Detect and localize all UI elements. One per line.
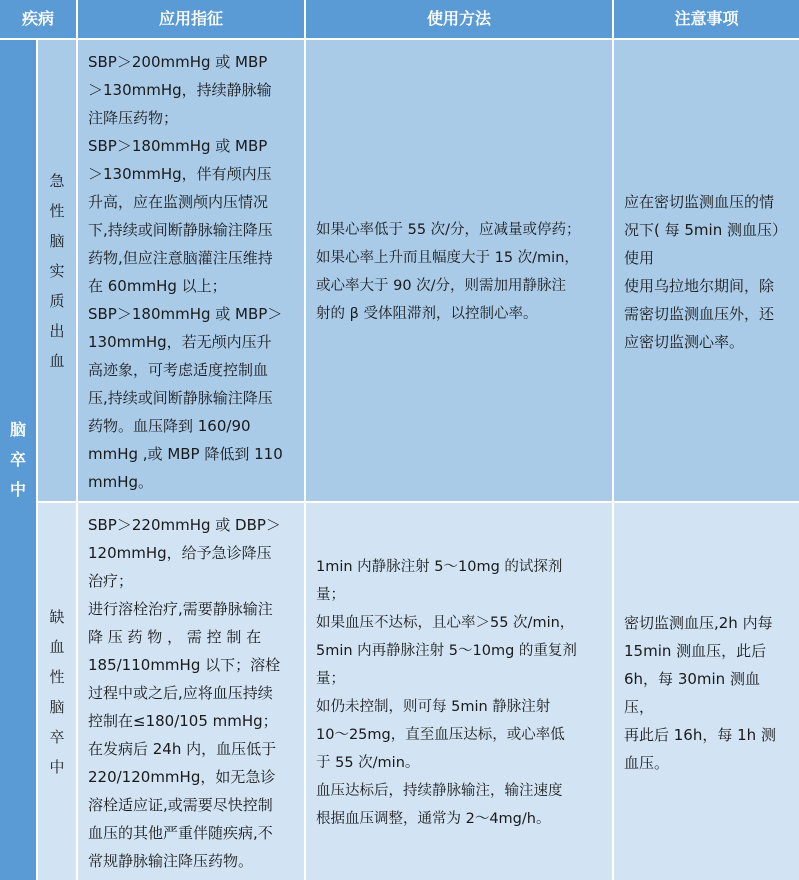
text-line: mmHg。 xyxy=(88,473,154,491)
text-line: 高迹象，可考虑适度控制血 xyxy=(88,361,269,379)
text-line: 血压达标后，持续静脉输注，输注速度 xyxy=(316,782,563,799)
type-char: 性 xyxy=(49,667,65,686)
group-char: 卒 xyxy=(9,450,26,469)
indication-cell-ischemic xyxy=(78,503,304,880)
text-line: 射的 β 受体阻滞剂，以控制心率。 xyxy=(316,305,538,322)
header-indication: 应用指征 xyxy=(78,0,304,38)
text-line: 应密切监测心率。 xyxy=(624,332,745,351)
type-char: 中 xyxy=(49,757,65,776)
text-line: 如果心率低于 55 次/分，应减量或停药； xyxy=(316,221,581,238)
text-line: SBP＞200mmHg 或 MBP xyxy=(88,53,268,71)
notes-cell-ischemic xyxy=(614,503,799,880)
text-line: 过程中或之后,应将血压持续 xyxy=(88,684,273,702)
text-line: 再此后 16h，每 1h 测 xyxy=(624,725,776,744)
text-line: 如果心率上升而且幅度大于 15 次/min， xyxy=(316,249,579,266)
group-stroke xyxy=(0,40,36,880)
notes-cell-hemorrhage xyxy=(614,40,799,501)
text-line: 130mmHg，若无颅内压升 xyxy=(88,333,272,351)
text-line: 根据血压调整，通常为 2～4mg/h。 xyxy=(316,810,551,827)
text-line: 况下( 每 5min 测血压） xyxy=(624,220,787,239)
usage-cell-ischemic xyxy=(306,503,612,880)
text-line: 6h，每 30min 测血压， xyxy=(624,669,760,716)
type-char: 实 xyxy=(49,261,65,280)
type-char: 性 xyxy=(49,201,65,220)
type-char: 血 xyxy=(49,637,65,656)
text-line: 升高，应在监测颅内压情况 xyxy=(88,193,269,211)
text-line: mmHg ,或 MBP 降低到 110 xyxy=(88,445,283,463)
type-char: 急 xyxy=(49,171,65,190)
text-line: 注降压药物； xyxy=(88,109,179,127)
text-line: 1min 内静脉注射 5～10mg 的试探剂 xyxy=(316,558,563,575)
usage-cell-hemorrhage xyxy=(306,40,612,501)
text-line: 需密切监测血压外，还 xyxy=(624,304,775,323)
type-char: 卒 xyxy=(49,727,65,746)
text-line: 量； xyxy=(316,586,345,603)
text-line: 或心率大于 90 次/分，则需加用静脉注 xyxy=(316,277,567,294)
group-char: 脑 xyxy=(9,420,26,439)
text-line: SBP＞220mmHg 或 DBP＞ xyxy=(88,516,281,534)
text-line: 220/120mmHg，如无急诊 xyxy=(88,768,276,786)
text-line: 药物。血压降到 160/90 xyxy=(88,417,251,435)
row-type-hemorrhage xyxy=(38,40,76,501)
text-line: 进行溶栓治疗,需要静脉输注 xyxy=(88,600,273,618)
text-line: 10～25mg，直至血压达标，或心率低 xyxy=(316,726,565,743)
text-line: 量； xyxy=(316,670,345,687)
text-line: 降 压 药 物 ， 需 控 制 在 xyxy=(88,628,262,646)
indication-cell-hemorrhage xyxy=(78,40,304,501)
text-line: 使用乌拉地尔期间，除 xyxy=(624,276,775,295)
text-line: 15min 测血压，此后 xyxy=(624,641,767,660)
type-char: 质 xyxy=(49,291,65,310)
text-line: 控制在≤180/105 mmHg； xyxy=(88,712,278,730)
text-line: ＞130mmHg，持续静脉输 xyxy=(88,81,272,99)
type-char: 缺 xyxy=(49,607,65,626)
group-char: 中 xyxy=(9,480,26,499)
text-line: 于 55 次/min。 xyxy=(316,754,420,771)
text-line: 血压的其他严重伴随疾病,不 xyxy=(88,824,273,842)
text-line: 在 60mmHg 以上； xyxy=(88,277,227,295)
text-line: SBP＞180mmHg 或 MBP xyxy=(88,137,268,155)
type-char: 脑 xyxy=(49,231,65,250)
text-line: 常规静脉输注降压药物。 xyxy=(88,852,254,870)
text-line: 血压。 xyxy=(624,753,670,772)
text-line: 使用 xyxy=(624,248,655,267)
type-char: 血 xyxy=(49,351,65,370)
text-line: 5min 内再静脉注射 5～10mg 的重复剂 xyxy=(316,642,577,659)
text-line: 185/110mmHg 以下；溶栓 xyxy=(88,656,281,674)
header-notes: 注意事项 xyxy=(614,0,799,38)
text-line: 治疗； xyxy=(88,572,134,590)
text-line: 如仍未控制，则可每 5min 静脉注射 xyxy=(316,698,551,715)
text-line: ＞130mmHg，伴有颅内压 xyxy=(88,165,272,183)
type-char: 出 xyxy=(49,321,65,340)
header-usage: 使用方法 xyxy=(306,0,612,38)
type-char: 脑 xyxy=(49,697,65,716)
text-line: 应在密切监测血压的情 xyxy=(624,192,775,211)
text-line: 密切监测血压,2h 内每 xyxy=(624,613,773,632)
header-disease: 疾病 xyxy=(0,0,76,38)
text-line: 药物,但应注意脑灌注压维持 xyxy=(88,249,273,267)
text-line: 下,持续或间断静脉输注降压 xyxy=(88,221,273,239)
text-line: SBP＞180mmHg 或 MBP＞ xyxy=(88,305,283,323)
text-line: 压,持续或间断静脉输注降压 xyxy=(88,389,273,407)
text-line: 溶栓适应证,或需要尽快控制 xyxy=(88,796,273,814)
text-line: 在发病后 24h 内，血压低于 xyxy=(88,740,277,758)
text-line: 如果血压不达标，且心率＞55 次/min， xyxy=(316,614,575,631)
row-type-ischemic xyxy=(38,503,76,880)
text-line: 120mmHg，给予急诊降压 xyxy=(88,544,272,562)
